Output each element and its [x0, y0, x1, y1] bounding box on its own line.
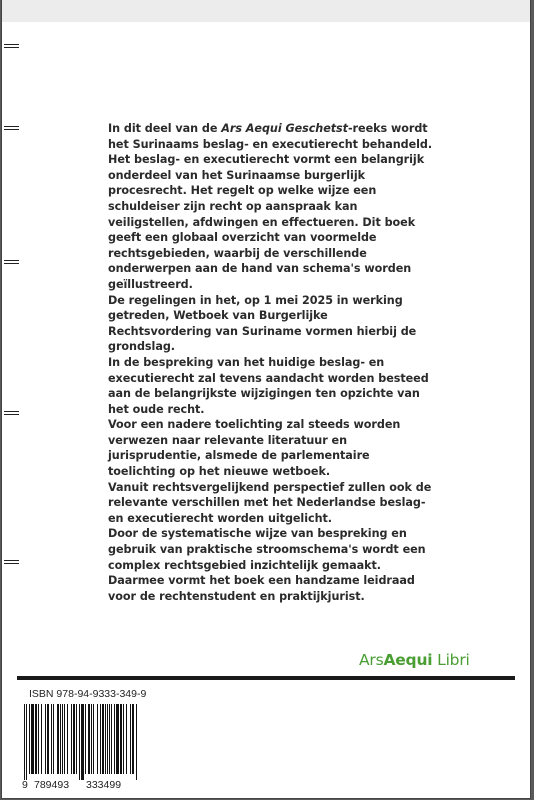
cover-top-strip	[2, 0, 530, 22]
barcode-bar	[53, 704, 54, 774]
barcode-bar	[100, 704, 101, 774]
blurb-paragraph	[108, 121, 434, 293]
series-title: Ars Aequi Geschetst	[221, 122, 348, 135]
barcode-bar	[64, 704, 65, 774]
barcode-bar	[38, 704, 39, 774]
margin-mark	[4, 560, 19, 564]
blurb-paragraph: Voor een nadere toelichting zal steeds worden verwezen naar relevante literatuur en jurisprudentie, alsmede de parlementaire toelichting op het nieuwe wetboek.	[108, 418, 401, 479]
barcode-bar	[24, 704, 25, 780]
blurb-paragraph: De regelingen in het, op 1 mei 2025 in werking getreden, Wetboek van Burgerlijke Rechtsvordering van Suriname vormen hierbij de grondslag.	[108, 293, 417, 354]
barcode-bar	[130, 704, 131, 774]
barcode-bar	[35, 704, 37, 774]
barcode-bar	[67, 704, 68, 774]
barcode-bar	[71, 704, 72, 774]
barcode-bar	[126, 704, 127, 774]
margin-mark	[4, 126, 19, 130]
barcode-bar	[91, 704, 92, 774]
isbn-barcode	[22, 704, 140, 780]
margin-mark	[4, 44, 19, 48]
blurb-text: -reeks wordt het Surinaams beslag- en executierecht behandeld. Het beslag- en executierecht vormt een belangrijk onderdeel van het Surinaamse burgerlijk procesrecht. Het regelt op welke wijze een schuldeiser zijn recht op aanspraak kan veiligstellen, afdwingen en effectueren. Dit boek geeft een globaal overzicht van voormelde rechtsgebieden, waarbij de verschillende onderwerpen aan de hand van schema's worden geïllustreerd.	[108, 122, 433, 291]
barcode-bar	[120, 704, 122, 774]
barcode-bar	[114, 704, 115, 774]
barcode-bar	[107, 704, 108, 774]
isbn-label: ISBN 978-94-9333-349-9	[29, 688, 147, 700]
barcode-bar	[105, 704, 106, 774]
barcode-bar	[29, 704, 30, 774]
barcode-bar	[41, 704, 42, 774]
barcode-bar	[132, 704, 134, 774]
barcode-bar	[109, 704, 110, 774]
barcode-digits-left: 789493	[34, 779, 70, 791]
barcode-digits-right: 333499	[86, 779, 122, 791]
barcode-bar	[26, 704, 27, 780]
publisher-logo-part: Ars	[359, 651, 384, 669]
barcode-bar	[93, 704, 94, 774]
barcode-bar	[31, 704, 34, 774]
barcode-bar	[45, 704, 46, 774]
barcode-bar	[76, 704, 77, 774]
barcode-bar	[62, 704, 63, 774]
barcode-bar	[102, 704, 104, 774]
blurb-text: In dit deel van de	[108, 122, 222, 135]
barcode-bar	[136, 704, 137, 780]
book-back-cover	[2, 0, 530, 798]
publisher-logo-part: Aequi	[383, 651, 433, 669]
publisher-logo	[359, 650, 470, 670]
barcode-bar	[79, 704, 80, 780]
blurb-paragraph: Vanuit rechtsvergelijkend perspectief zullen ook de relevante verschillen met het Nederlandse beslag- en executierecht worden uitgelicht.	[108, 480, 432, 525]
margin-mark	[4, 260, 19, 264]
blurb-paragraph: In de bespreking van het huidige beslag- en executierecht zal tevens aandacht worden besteed aan de belangrijkste wijzigingen ten opzichte van het oude recht.	[108, 355, 429, 416]
barcode-bar	[85, 704, 86, 774]
barcode-digits	[22, 779, 144, 791]
barcode-bar	[111, 704, 112, 774]
blurb-paragraph: Door de systematische wijze van bespreking en gebruik van praktische stroomschema's wordt een complex rechtsgebied inzichtelijk gemaakt. Daarmee vormt het boek een handzame leidraad voor de rechtenstudent en praktijkjurist.	[108, 527, 426, 603]
publisher-logo-part: Libri	[432, 651, 470, 669]
barcode-bar	[47, 704, 49, 774]
barcode-digit-first: 9	[22, 779, 28, 791]
barcode-bar	[116, 704, 119, 774]
barcode-bar	[88, 704, 90, 774]
margin-mark	[4, 411, 19, 415]
barcode-bar	[73, 704, 75, 774]
back-cover-blurb	[108, 121, 434, 604]
barcode-bar	[97, 704, 98, 774]
divider-rule	[17, 676, 515, 680]
barcode-bar	[57, 704, 59, 774]
barcode-bar	[60, 704, 61, 774]
barcode-bar	[51, 704, 52, 774]
barcode-bar	[123, 704, 124, 774]
barcode-bar	[81, 704, 84, 780]
